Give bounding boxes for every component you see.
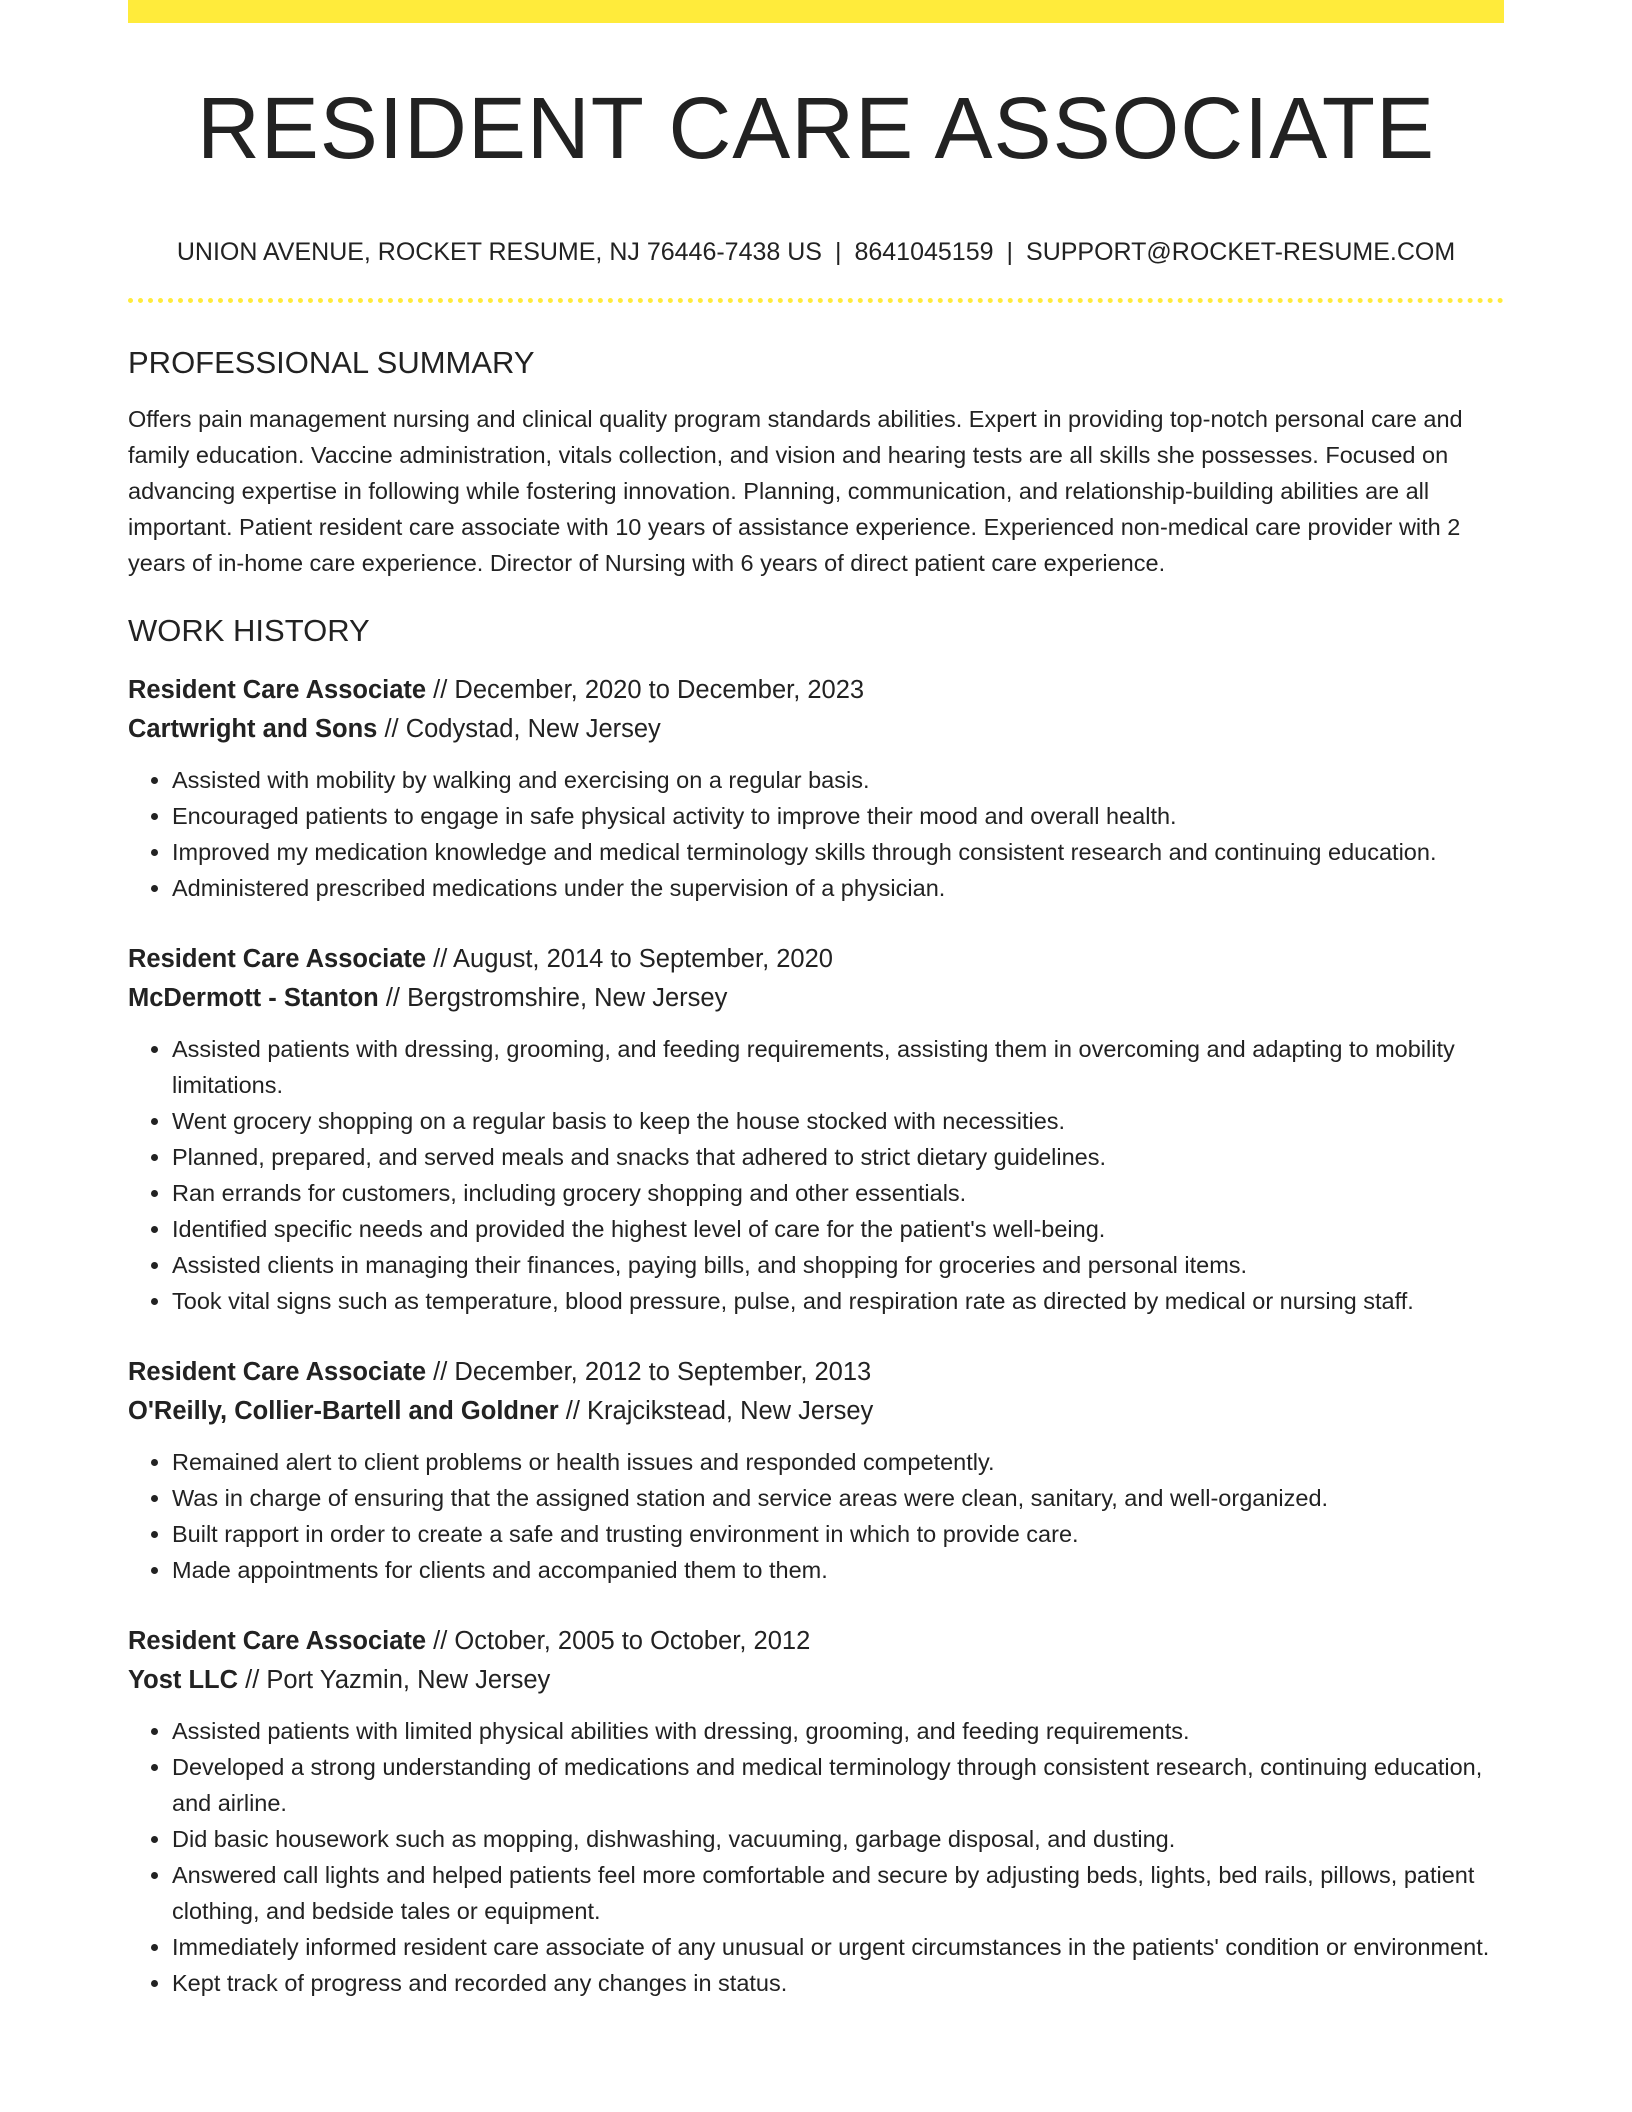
contact-phone: 8641045159: [854, 238, 994, 266]
job-bullet: • Took vital signs such as temperature, blood pressure, pulse, and respiration rate as directed by medical or nursing staff.: [172, 1283, 1504, 1319]
job-company-line: [128, 1661, 1504, 1700]
summary-text: Offers pain management nursing and clinical quality program standards abilities. Expert in providing top-notch personal care and family education. Vaccine administration, vitals collection, and vision and hearing tests are all skills she possesses. Focused on advancing expertise in following while fostering innovation. Planning, communication, and relationship-building abilities are all important. Patient resident care associate with 10 years of assistance experience. Experienced non-medical care provider with 2 years of in-home care experience. Director of Nursing with 6 years of direct patient care experience.: [128, 406, 1463, 576]
job-dates: // August, 2014 to September, 2020: [426, 945, 833, 973]
job-bullet: • Remained alert to client problems or health issues and responded competently.: [172, 1444, 1504, 1480]
job-title-line: [128, 1622, 1504, 1661]
resume-page: [128, 0, 1504, 2001]
job-bullet: • Kept track of progress and recorded any changes in status.: [172, 1965, 1504, 2001]
job-bullet: • Immediately informed resident care associate of any unusual or urgent circumstances in the patients' condition or environment.: [172, 1929, 1504, 1965]
job-title-line: [128, 671, 1504, 710]
job-entry: [128, 1622, 1504, 2001]
job-location: // Bergstromshire, New Jersey: [378, 984, 728, 1012]
job-bullet: • Made appointments for clients and accompanied them to them.: [172, 1552, 1504, 1588]
job-bullet: • Was in charge of ensuring that the assigned station and service areas were clean, sanitary, and well-organized.: [172, 1480, 1504, 1516]
job-location: // Port Yazmin, New Jersey: [238, 1666, 551, 1694]
contact-line: [128, 236, 1504, 268]
job-company-line: [128, 1392, 1504, 1431]
job-bullet: • Went grocery shopping on a regular basis to keep the house stocked with necessities.: [172, 1103, 1504, 1139]
job-bullet: • Encouraged patients to engage in safe physical activity to improve their mood and overall health.: [172, 798, 1504, 834]
job-bullet: • Built rapport in order to create a safe and trusting environment in which to provide care.: [172, 1516, 1504, 1552]
job-company-line: [128, 710, 1504, 749]
contact-email: SUPPORT@ROCKET-RESUME.COM: [1026, 238, 1456, 266]
job-role: Resident Care Associate: [128, 676, 427, 704]
job-bullet-list: [128, 1444, 1504, 1588]
contact-separator: |: [1006, 238, 1014, 266]
job-bullet-list: [128, 1031, 1504, 1319]
job-dates: // December, 2012 to September, 2013: [426, 1358, 872, 1386]
job-company: Yost LLC: [128, 1666, 239, 1694]
job-bullet: • Planned, prepared, and served meals and snacks that adhered to strict dietary guidelines.: [172, 1139, 1504, 1175]
job-dates: // December, 2020 to December, 2023: [426, 676, 865, 704]
contact-address: UNION AVENUE, ROCKET RESUME, NJ 76446-7438 US: [176, 238, 822, 266]
job-role: Resident Care Associate: [128, 1627, 427, 1655]
job-role: Resident Care Associate: [128, 945, 427, 973]
resume-title: RESIDENT CARE ASSOCIATE: [196, 80, 1436, 177]
job-bullet: • Answered call lights and helped patients feel more comfortable and secure by adjusting beds, lights, bed rails, pillows, patient clothing, and bedside tales or equipment.: [172, 1857, 1504, 1929]
job-bullet: • Developed a strong understanding of medications and medical terminology through consistent research, continuing education, and airline.: [172, 1749, 1504, 1821]
dotted-divider: [128, 298, 1504, 303]
job-dates: // October, 2005 to October, 2012: [426, 1627, 811, 1655]
job-title-line: [128, 940, 1504, 979]
job-entry: [128, 671, 1504, 906]
job-bullet: • Assisted with mobility by walking and exercising on a regular basis.: [172, 762, 1504, 798]
job-company-line: [128, 979, 1504, 1018]
job-company: O'Reilly, Collier-Bartell and Goldner: [128, 1397, 559, 1425]
job-bullet-list: [128, 1713, 1504, 2001]
job-bullet: • Ran errands for customers, including grocery shopping and other essentials.: [172, 1175, 1504, 1211]
job-location: // Codystad, New Jersey: [377, 715, 661, 743]
job-bullet: • Assisted patients with limited physical abilities with dressing, grooming, and feeding requirements.: [172, 1713, 1504, 1749]
job-bullet: • Administered prescribed medications under the supervision of a physician.: [172, 870, 1504, 906]
job-entry: [128, 940, 1504, 1319]
job-bullet: • Assisted patients with dressing, grooming, and feeding requirements, assisting them in overcoming and adapting to mobility limitations.: [172, 1031, 1504, 1103]
job-bullet: • Assisted clients in managing their finances, paying bills, and shopping for groceries and personal items.: [172, 1247, 1504, 1283]
job-company: Cartwright and Sons: [128, 715, 378, 743]
job-bullet: • Improved my medication knowledge and medical terminology skills through consistent research and continuing education.: [172, 834, 1504, 870]
job-entry: [128, 1353, 1504, 1588]
job-location: // Krajcikstead, New Jersey: [558, 1397, 874, 1425]
job-role: Resident Care Associate: [128, 1358, 427, 1386]
summary-heading: PROFESSIONAL SUMMARY: [128, 345, 535, 380]
work-history-list: [128, 671, 1504, 2001]
job-title-line: [128, 1353, 1504, 1392]
contact-separator: |: [834, 238, 842, 266]
job-bullet-list: [128, 762, 1504, 906]
job-bullet: • Did basic housework such as mopping, dishwashing, vacuuming, garbage disposal, and dusting.: [172, 1821, 1504, 1857]
job-company: McDermott - Stanton: [128, 984, 379, 1012]
job-bullet: • Identified specific needs and provided the highest level of care for the patient's well-being.: [172, 1211, 1504, 1247]
work-history-heading: WORK HISTORY: [128, 613, 370, 648]
accent-top-bar: [128, 0, 1504, 23]
